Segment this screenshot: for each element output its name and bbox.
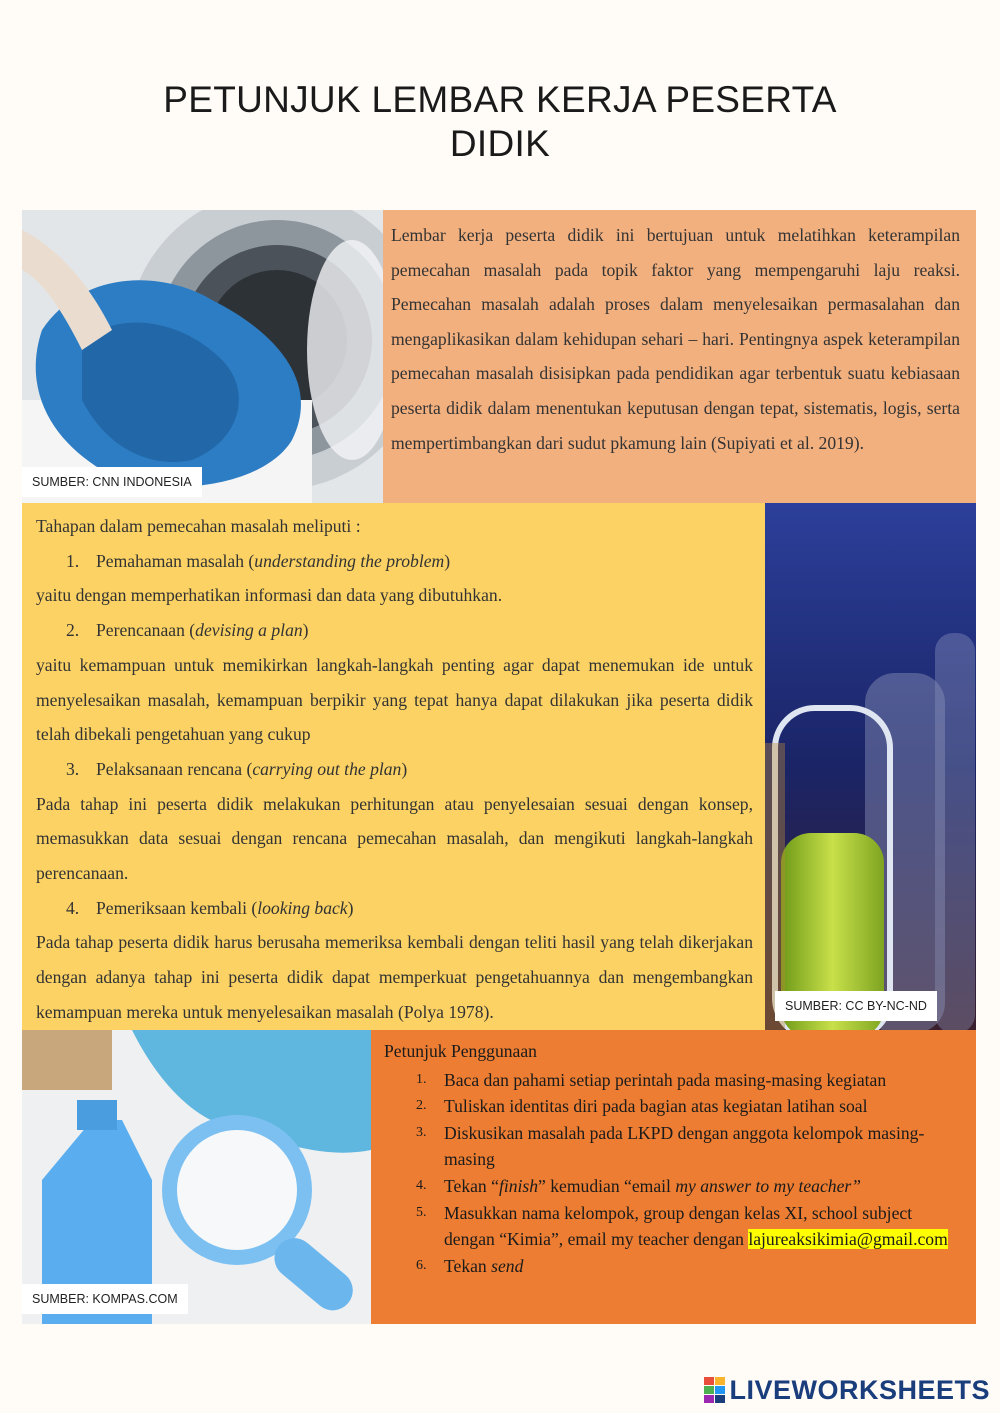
usage-item: 1. Baca dan pahami setiap perintah pada masing-masing kegiatan [416,1069,887,1090]
image-source-label: SUMBER: CNN INDONESIA [22,467,202,497]
stage-description: yaitu dengan memperhatikan informasi dan data yang dibutuhkan. [36,585,503,606]
page-title-line2: DIDIK [449,123,551,164]
intro-panel [383,210,976,503]
stage-number: 4. [66,897,80,918]
stage-item: 3. Pelaksanaan rencana (carrying out the plan) [36,752,753,787]
stage-description: yaitu kemampuan untuk memikirkan langkah-langkah penting agar dapat menemukan ide untuk menyelesaikan masalah, kemampuan berpikir yang tepat hanya dapat dilakukan jika peserta didik telah dibekali pengetahuan yang cukup [36,654,753,745]
stage-number: 2. [66,620,80,641]
stage-description: Pada tahap peserta didik harus berusaha memeriksa kembali dengan teliti hasil yang telah dikerjakan dengan adanya tahap ini peserta didik dapat memperkuat pengetahuannya dan mengembangkan kemampuan mereka untuk menyelesaikan masalah (Polya 1978). [36,932,753,1022]
stage-item: 4. Pemeriksaan kembali (looking back) [36,891,753,926]
usage-item: 6. Tekan send [416,1255,524,1276]
image-source-label: SUMBER: CC BY-NC-ND [775,991,937,1021]
liveworksheets-logo-text: LIVEWORKSHEETS [729,1374,990,1405]
intro-text: Lembar kerja peserta didik ini bertujuan untuk melatihkan keterampilan pemecahan masalah pada topik faktor yang mempengaruhi laju reaksi. Pemecahan masalah adalah proses dalam menyelesaikan permasalahan dan mengaplikasikan dalam kehidupan sehari – hari. Pentingnya aspek keterampilan pemecahan masalah disisipkan pada pendidikan agar terbentuk suatu kebiasaan peserta didik dalam menentukan keputusan dengan tepat, sistematis, logis, serta mempertimbangkan dari sudut pkamung lain (Supiyati et al. 2019). [391,225,960,453]
stages-heading: Tahapan dalam pemecahan masalah meliputi : [36,516,361,536]
stage-item: 1. Pemahaman masalah (understanding the problem) [36,544,753,579]
detergent-illustration [22,1030,371,1324]
email-address: lajureaksikimia@gmail.com [748,1229,948,1250]
usage-heading: Petunjuk Penggunaan [384,1041,537,1061]
stage-number: 3. [66,758,80,779]
image-source-label: SUMBER: KOMPAS.COM [22,1284,188,1314]
stage-number: 1. [66,550,80,571]
stage-item: 2. Perencanaan (devising a plan) [36,613,753,648]
detergent-photo [22,1030,371,1324]
liveworksheets-logo [704,1373,990,1407]
test-tubes-photo [765,503,976,1030]
usage-panel [371,1030,976,1324]
usage-item: 2. Tuliskan identitas diri pada bagian atas kegiatan latihan soal [416,1096,868,1117]
stage-description: Pada tahap ini peserta didik melakukan perhitungan atau penyelesaian sesuai dengan konsep, memasukkan data sesuai dengan rencana pemecahan masalah, dan mengikuti langkah-langkah perencanaan. [36,793,753,884]
stages-panel [22,503,765,1030]
usage-item: 4. Tekan “finish” kemudian “email my answer to my teacher” [416,1175,862,1196]
page-title-line1: PETUNJUK LEMBAR KERJA PESERTA [163,79,837,120]
page-title [0,78,1000,166]
washing-machine-photo [22,210,383,503]
usage-item: 3. Diskusikan masalah pada LKPD dengan anggota kelompok masing-masing [416,1122,925,1170]
test-tubes-illustration [765,503,976,1030]
usage-item: 5. Masukkan nama kelompok, group dengan kelas XI, school subject dengan “Kimia”, email my teacher dengan lajureaksikimia@gmail.com [416,1202,948,1250]
usage-list [384,1067,956,1280]
washing-machine-illustration [22,210,383,503]
liveworksheets-logo-icon [704,1377,725,1403]
